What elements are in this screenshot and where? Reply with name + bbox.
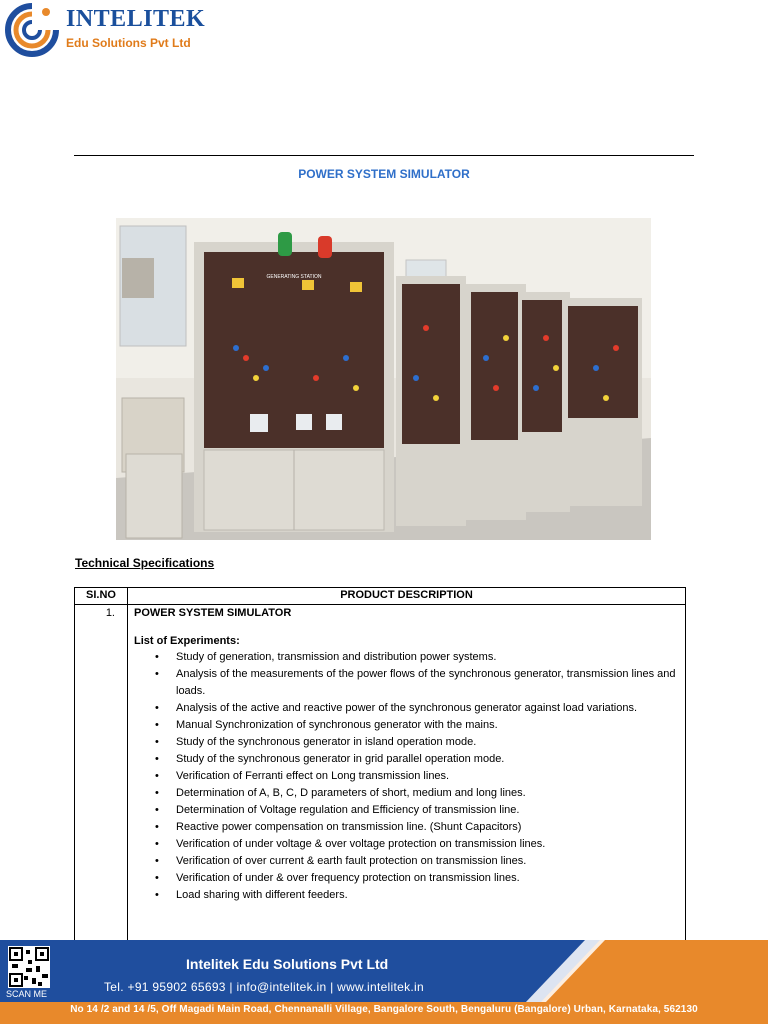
list-item: • Verification of over current & earth fault protection on transmission lines. [176,853,679,870]
description-cell [128,605,686,944]
scan-me-label: SCAN ME [6,989,48,999]
list-item: • Verification of Ferranti effect on Long transmission lines. [176,768,679,785]
spec-heading: Technical Specifications [75,556,215,570]
col-header-description: PRODUCT DESCRIPTION [128,588,686,605]
footer-company: Intelitek Edu Solutions Pvt Ltd [186,956,389,972]
col-header-slno: SI.NO [75,588,128,605]
list-item: • Verification of under voltage & over voltage protection on transmission lines. [176,836,679,853]
brand-name: INTELITEK [66,6,206,32]
company-logo [0,0,260,60]
photo-panel-label: GENERATING STATION [266,274,322,280]
list-item: • Analysis of the active and reactive power of the synchronous generator against load variations. [176,700,679,717]
list-item: • Determination of A, B, C, D parameters of short, medium and long lines. [176,785,679,802]
spec-table [74,587,686,944]
footer-address: No 14 /2 and 14 /5, Off Magadi Main Road, Chennanalli Village, Bangalore South, Bengaluru (Bangalore) Urban, Karnataka, 562130 [70,1004,698,1015]
table-header-row [75,588,686,605]
footer-contact: Tel. +91 95902 65693 | info@intelitek.in | www.intelitek.in [104,980,424,994]
list-item: • Analysis of the measurements of the power flows of the synchronous generator, transmission lines and loads. [176,666,679,700]
document-title: POWER SYSTEM SIMULATOR [298,167,470,181]
product-name: POWER SYSTEM SIMULATOR [134,607,292,619]
list-item: • Determination of Voltage regulation and Efficiency of transmission line. [176,802,679,819]
list-item: • Study of generation, transmission and distribution power systems. [176,649,679,666]
intelitek-swirl-logo-icon [2,0,62,60]
list-item: • Study of the synchronous generator in grid parallel operation mode. [176,751,679,768]
list-item: • Study of the synchronous generator in island operation mode. [176,734,679,751]
list-item: • Reactive power compensation on transmission line. (Shunt Capacitors) [176,819,679,836]
experiments-list [134,649,679,904]
brand-tagline: Edu Solutions Pvt Ltd [66,36,191,50]
list-item: • Load sharing with different feeders. [176,887,679,904]
list-item: • Verification of under & over frequency protection on transmission lines. [176,870,679,887]
table-row [75,605,686,944]
header-divider [74,155,694,156]
experiments-heading: List of Experiments: [134,635,240,647]
list-item: • Manual Synchronization of synchronous generator with the mains. [176,717,679,734]
sl-no-cell: 1. [75,605,128,944]
product-photo [116,218,651,540]
qr-code-icon [8,946,50,988]
